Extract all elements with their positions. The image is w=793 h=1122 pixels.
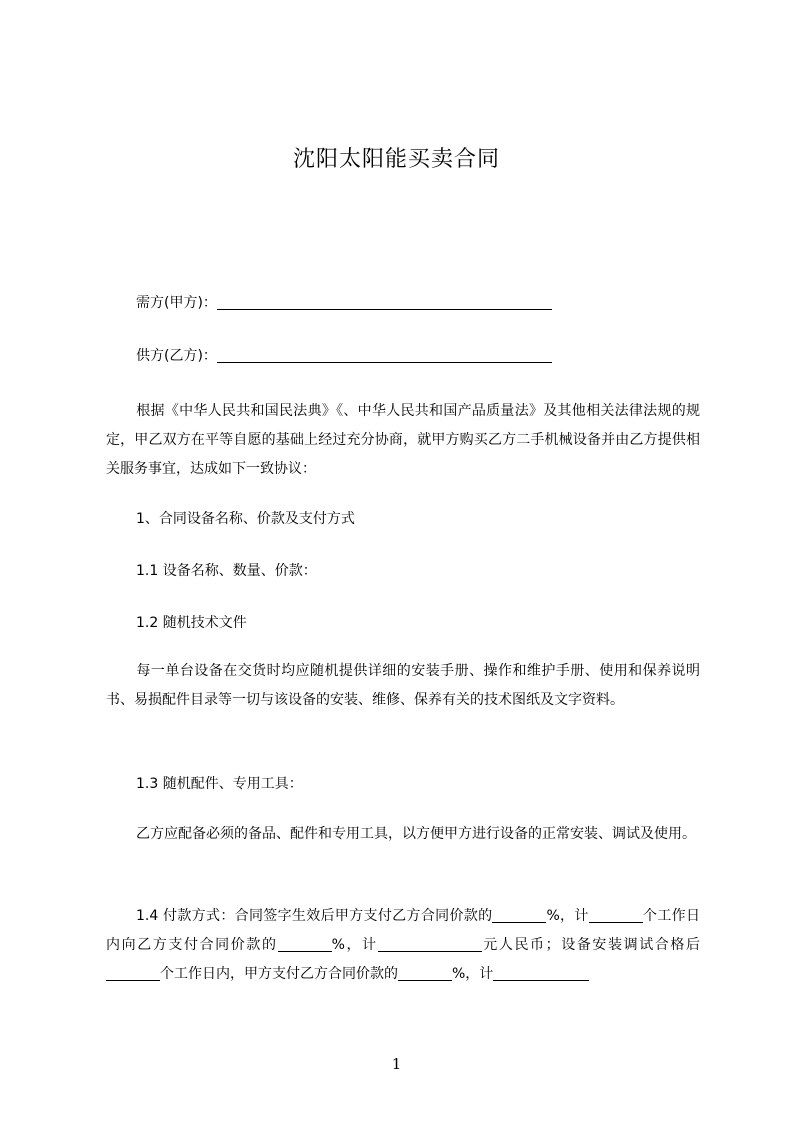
section-1-3-paragraph bbox=[106, 820, 700, 849]
seller-blank bbox=[217, 348, 552, 363]
section-1-2-text: 每一单台设备在交货时均应随机提供详细的安装手册、操作和维护手册、使用和保养说明书、易损配件目录等一切与该设备的安装、维修、保养有关的技术图纸及文字资料。 bbox=[106, 663, 700, 708]
intro-paragraph bbox=[106, 397, 700, 484]
payment-text-1: 1.4 付款方式：合同签字生效后甲方支付乙方合同价款的 bbox=[136, 908, 493, 924]
blank-amount-2 bbox=[378, 937, 482, 952]
buyer-line bbox=[136, 292, 552, 312]
blank-percent-3 bbox=[398, 966, 452, 981]
payment-text-5: 元人民币；设备安装调试合格后 bbox=[481, 937, 700, 953]
section-1-4-paragraph bbox=[106, 902, 700, 989]
blank-percent-2 bbox=[278, 937, 332, 952]
section-1-2-heading: 1.2 随机技术文件 bbox=[136, 615, 247, 631]
payment-text-6: 个工作日内，甲方支付乙方合同价款的 bbox=[160, 966, 398, 982]
page-number: 1 bbox=[391, 1055, 402, 1073]
payment-text-7: %，计 bbox=[452, 966, 494, 982]
blank-percent-1 bbox=[492, 908, 546, 923]
section-1-3-heading: 1.3 随机配件、专用工具： bbox=[136, 776, 303, 792]
intro-text: 根据《中华人民共和国民法典》《、中华人民共和国产品质量法》及其他相关法律法规的规定，甲乙双方在平等自愿的基础上经过充分协商，就甲方购买乙方二手机械设备并由乙方提供相关服务事宜，达成如下一致协议： bbox=[106, 403, 700, 477]
buyer-label: 需方(甲方)： bbox=[136, 295, 217, 311]
section-1-3-text: 乙方应配备必须的备品、配件和专用工具，以方便甲方进行设备的正常安装、调试及使用。 bbox=[136, 826, 696, 842]
section-1-1-heading: 1.1 设备名称、数量、价款： bbox=[136, 563, 317, 579]
payment-text-2: %，计 bbox=[546, 908, 589, 924]
seller-label: 供方(乙方)： bbox=[136, 348, 217, 364]
section-1-heading: 1、合同设备名称、价款及支付方式 bbox=[136, 511, 355, 527]
buyer-blank bbox=[217, 295, 552, 310]
payment-text-3: 个工作日内向乙方支付合同价款的 bbox=[106, 908, 701, 953]
section-1-2-paragraph bbox=[106, 657, 700, 715]
payment-text-4: %，计 bbox=[331, 937, 378, 953]
blank-days bbox=[106, 966, 160, 981]
blank-amount-1 bbox=[589, 908, 643, 923]
blank-amount-3 bbox=[493, 966, 589, 981]
document-title: 沈阳太阳能买卖合同 bbox=[292, 147, 500, 172]
seller-line bbox=[136, 345, 552, 365]
